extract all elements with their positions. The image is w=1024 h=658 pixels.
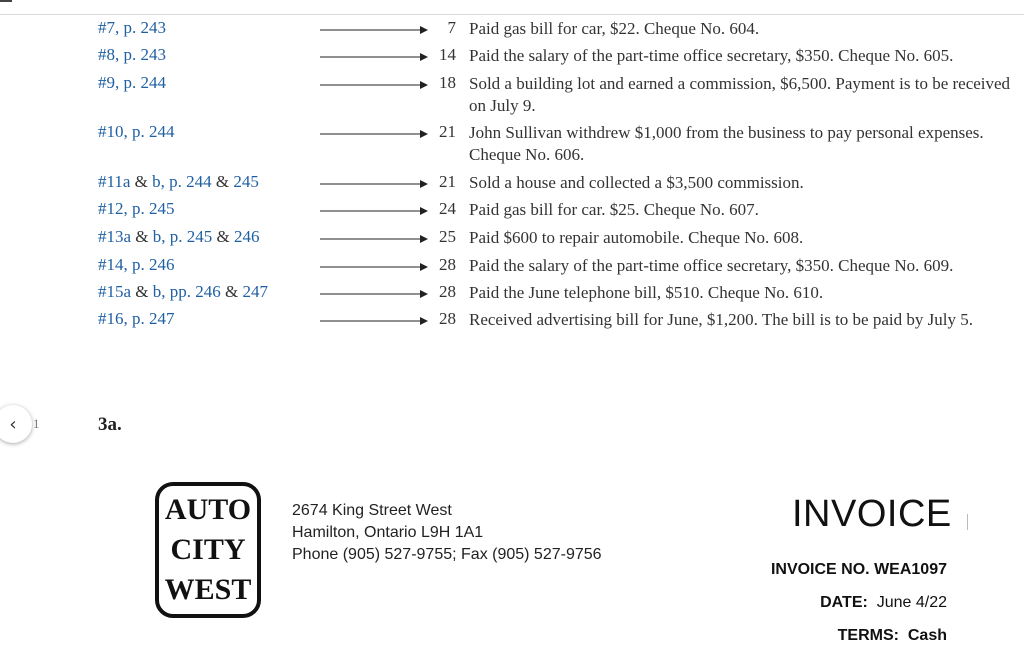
- top-edge-mark: [0, 0, 12, 2]
- entry-day: 28: [439, 309, 456, 328]
- entry-reference-link[interactable]: #8, p. 243: [98, 45, 166, 64]
- ref-ampersand: &: [215, 172, 230, 191]
- invoice-date: [820, 594, 947, 612]
- ref-part: 247: [242, 282, 269, 301]
- arrow-right-icon: [320, 25, 428, 35]
- entry-reference-link[interactable]: [98, 227, 260, 247]
- entry-reference-link[interactable]: [98, 282, 268, 302]
- entry-reference-link[interactable]: #14, p. 246: [98, 255, 175, 274]
- top-divider: [0, 14, 1024, 15]
- invoice-number-value: WEA1097: [874, 561, 947, 578]
- arrow-right-icon: [320, 262, 428, 272]
- address-city: Hamilton, Ontario L9H 1A1: [292, 524, 484, 541]
- ref-ampersand: &: [216, 227, 230, 246]
- entry-day: 28: [439, 282, 456, 301]
- section-label: 3a.: [98, 414, 122, 435]
- entry-description: John Sullivan withdrew $1,000 from the business to pay personal expenses. Cheque No. 606.: [469, 123, 984, 164]
- entry-reference-link[interactable]: #7, p. 243: [98, 18, 166, 37]
- ref-part: #15a: [98, 282, 132, 301]
- arrow-right-icon: [320, 129, 428, 139]
- previous-page-button[interactable]: [0, 405, 32, 443]
- text-caret: [967, 514, 968, 530]
- company-address: [292, 500, 602, 566]
- invoice-terms-label: TERMS:: [837, 627, 899, 644]
- ref-ampersand: &: [134, 172, 148, 191]
- company-logo: [155, 482, 261, 618]
- ref-ampersand: &: [225, 282, 239, 301]
- entry-reference-link[interactable]: #12, p. 245: [98, 199, 175, 218]
- ref-ampersand: &: [135, 227, 149, 246]
- entry-description: Sold a building lot and earned a commission, $6,500. Payment is to be received on July 9.: [469, 74, 1011, 115]
- entry-day: 25: [439, 227, 456, 246]
- arrow-right-icon: [320, 289, 428, 299]
- invoice-title: INVOICE: [792, 493, 952, 535]
- entry-description: Paid the salary of the part-time office secretary, $350. Cheque No. 605.: [469, 46, 954, 65]
- entry-day: 21: [439, 172, 456, 191]
- invoice-date-value: June 4/22: [876, 594, 947, 611]
- ref-part: #11a: [98, 172, 131, 191]
- entry-day: 7: [447, 18, 456, 37]
- invoice-terms: [838, 627, 947, 645]
- logo-line: AUTO: [164, 493, 252, 526]
- entry-reference-link[interactable]: #9, p. 244: [98, 73, 166, 92]
- ref-part: b, p. 245: [152, 227, 213, 246]
- entry-description: Paid $600 to repair automobile. Cheque No. 608.: [469, 228, 804, 247]
- ref-ampersand: &: [135, 282, 149, 301]
- ref-part: #13a: [98, 227, 132, 246]
- entry-description: Paid the June telephone bill, $510. Cheque No. 610.: [469, 283, 824, 302]
- entry-reference-link[interactable]: [98, 172, 259, 192]
- chevron-left-icon: ‹: [9, 413, 17, 435]
- ref-part: 246: [234, 227, 260, 246]
- entry-day: 21: [439, 122, 456, 141]
- invoice-number-label: INVOICE NO.: [770, 561, 870, 578]
- arrow-right-icon: [320, 234, 428, 244]
- entry-description: Sold a house and collected a $3,500 commission.: [469, 173, 804, 192]
- invoice-date-label: DATE:: [820, 594, 868, 611]
- entry-reference-link[interactable]: #10, p. 244: [98, 122, 175, 141]
- entry-description: Paid the salary of the part-time office secretary, $350. Cheque No. 609.: [469, 256, 954, 275]
- page-fragment: 1: [33, 416, 40, 431]
- entry-description: Received advertising bill for June, $1,200. The bill is to be paid by July 5.: [469, 310, 973, 329]
- arrow-right-icon: [320, 80, 428, 90]
- logo-line: CITY: [170, 533, 246, 566]
- arrow-right-icon: [320, 52, 428, 62]
- entry-description: Paid gas bill for car, $22. Cheque No. 604.: [469, 19, 760, 38]
- entry-day: 14: [439, 45, 456, 64]
- address-phone: Phone (905) 527-9755; Fax (905) 527-9756: [292, 546, 602, 563]
- arrow-right-icon: [320, 316, 428, 326]
- logo-line: WEST: [164, 573, 252, 606]
- ref-part: b, p. 244: [152, 172, 212, 191]
- arrow-right-icon: [320, 206, 428, 216]
- entry-reference-link[interactable]: #16, p. 247: [98, 309, 175, 328]
- entry-day: 28: [439, 255, 456, 274]
- ref-part: b, pp. 246: [152, 282, 221, 301]
- entry-day: 18: [439, 73, 456, 92]
- invoice-number: [771, 561, 947, 579]
- entry-day: 24: [439, 199, 456, 218]
- entry-description: Paid gas bill for car. $25. Cheque No. 607.: [469, 200, 759, 219]
- address-street: 2674 King Street West: [292, 502, 452, 519]
- invoice-terms-value: Cash: [907, 627, 947, 644]
- arrow-right-icon: [320, 179, 428, 189]
- ref-part: 245: [233, 172, 259, 191]
